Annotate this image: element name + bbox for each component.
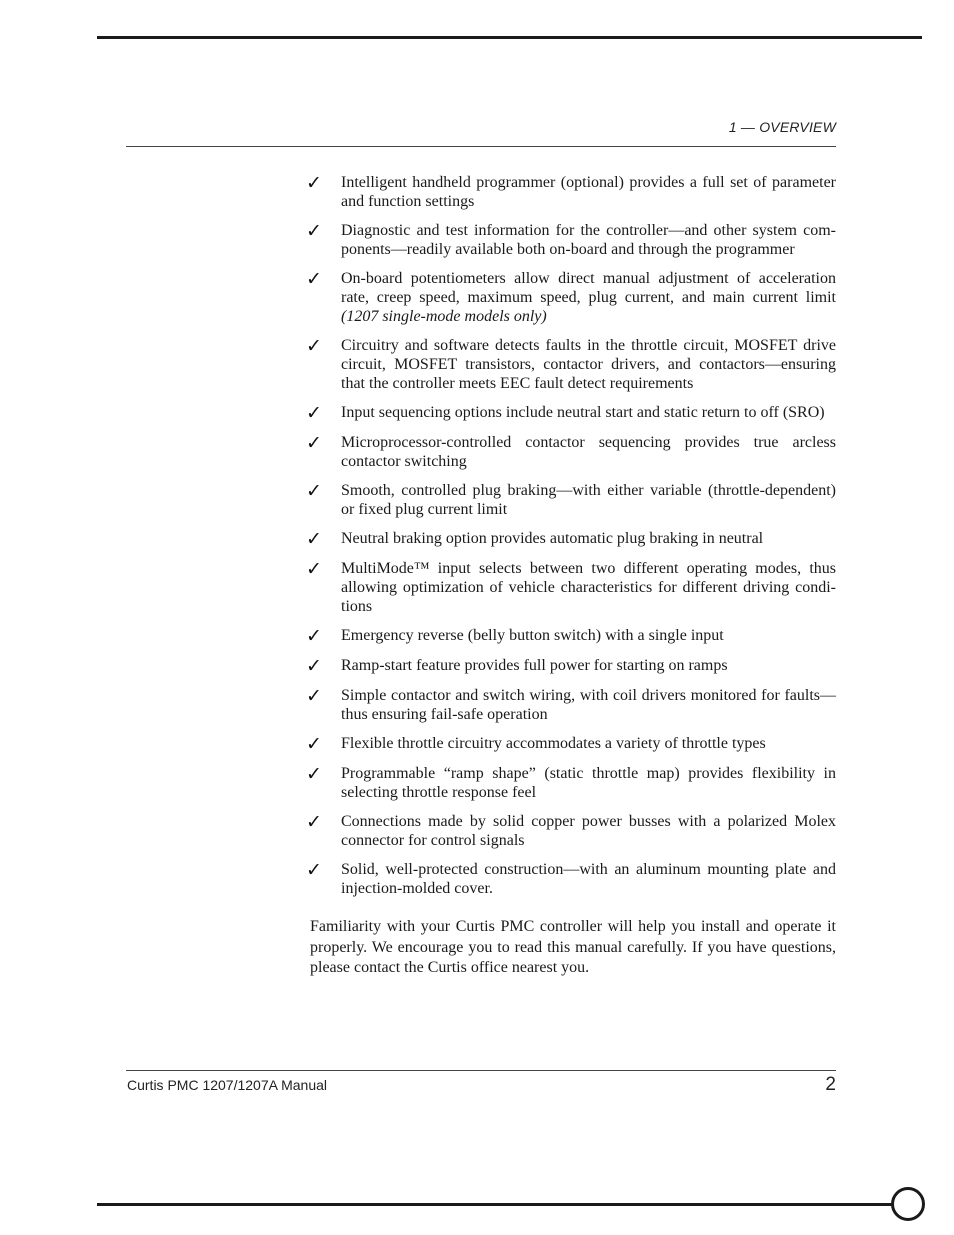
check-mark-icon: ✓ <box>306 733 322 755</box>
feature-text-main: Programmable “ramp shape” (static throttle map) provides flexibility in selecting throttle response feel <box>341 765 836 801</box>
feature-text <box>341 173 836 211</box>
feature-text <box>341 221 836 259</box>
feature-item <box>306 686 836 724</box>
feature-text-main: Circuitry and software detects faults in the throttle circuit, MOSFET drive circuit, MOSFET transistors, contactor drivers, and contactors—ensuring that the controller meets EEC fault detect requirements <box>341 337 836 392</box>
top-border-rule <box>97 36 922 39</box>
footer-divider <box>126 1070 836 1071</box>
feature-item <box>306 269 836 326</box>
feature-text-main: Simple contactor and switch wiring, with coil drivers monitored for faults—thus ensuring fail-safe operation <box>341 687 836 723</box>
feature-text <box>341 269 836 326</box>
feature-item <box>306 656 836 676</box>
feature-text <box>341 403 836 422</box>
feature-item <box>306 481 836 519</box>
feature-item <box>306 860 836 898</box>
feature-text <box>341 626 836 645</box>
header-divider <box>126 146 836 147</box>
bottom-border-rule <box>97 1203 893 1206</box>
feature-item <box>306 403 836 423</box>
check-mark-icon: ✓ <box>306 685 322 707</box>
feature-item <box>306 734 836 754</box>
footer-manual-title: Curtis PMC 1207/1207A Manual <box>127 1077 327 1093</box>
feature-text-main: Microprocessor-controlled contactor sequencing provides true arcless contactor switching <box>341 434 836 470</box>
feature-item <box>306 433 836 471</box>
section-header: 1 — OVERVIEW <box>728 119 836 135</box>
corner-circle-mark <box>891 1187 925 1221</box>
feature-text <box>341 559 836 616</box>
check-mark-icon: ✓ <box>306 655 322 677</box>
feature-list <box>306 173 836 908</box>
feature-item <box>306 529 836 549</box>
feature-item <box>306 173 836 211</box>
feature-text <box>341 481 836 519</box>
check-mark-icon: ✓ <box>306 859 322 881</box>
feature-text <box>341 764 836 802</box>
feature-text-main: MultiMode™ input selects between two different operating modes, thus allowing optimization of vehicle characteristics for different driving conditions <box>341 560 836 615</box>
check-mark-icon: ✓ <box>306 432 322 454</box>
feature-text <box>341 860 836 898</box>
check-mark-icon: ✓ <box>306 172 322 194</box>
page-number: 2 <box>825 1074 836 1095</box>
feature-text <box>341 529 836 548</box>
feature-item <box>306 336 836 393</box>
feature-text-main: Neutral braking option provides automatic plug braking in neutral <box>341 530 764 547</box>
feature-text-main: Flexible throttle circuitry accommodates a variety of throttle types <box>341 735 766 752</box>
feature-text <box>341 686 836 724</box>
closing-paragraph: Familiarity with your Curtis PMC controller will help you install and operate it properly. We encourage you to read this manual carefully. If you have questions, please contact the Curtis office nearest you. <box>310 918 836 976</box>
feature-text-main: Intelligent handheld programmer (optional) provides a full set of parameter and function settings <box>341 174 836 210</box>
feature-text-main: Solid, well-protected construction—with an aluminum mounting plate and injection-molded cover. <box>341 861 836 897</box>
feature-text-main: Input sequencing options include neutral start and static return to off (SRO) <box>341 404 825 421</box>
feature-text-main: Emergency reverse (belly button switch) with a single input <box>341 627 724 644</box>
feature-text <box>341 812 836 850</box>
feature-text-main: Ramp-start feature provides full power for starting on ramps <box>341 657 728 674</box>
feature-text-main: Connections made by solid copper power busses with a polarized Molex connector for control signals <box>341 813 836 849</box>
check-mark-icon: ✓ <box>306 625 322 647</box>
feature-item <box>306 812 836 850</box>
feature-text-main: On-board potentiometers allow direct manual adjustment of acceleration rate, creep speed, maximum speed, plug current, and main current limit <box>341 270 836 306</box>
check-mark-icon: ✓ <box>306 558 322 580</box>
check-mark-icon: ✓ <box>306 402 322 424</box>
feature-item <box>306 221 836 259</box>
check-mark-icon: ✓ <box>306 268 322 290</box>
feature-text <box>341 433 836 471</box>
check-mark-icon: ✓ <box>306 811 322 833</box>
check-mark-icon: ✓ <box>306 480 322 502</box>
feature-text-main: Diagnostic and test information for the controller—and other system components—readily available both on-board and through the programmer <box>341 222 836 258</box>
feature-item <box>306 559 836 616</box>
feature-text <box>341 336 836 393</box>
feature-text-main: Smooth, controlled plug braking—with either variable (throttle-dependent) or fixed plug current limit <box>341 482 836 518</box>
feature-item <box>306 626 836 646</box>
feature-text <box>341 734 836 753</box>
feature-text <box>341 656 836 675</box>
check-mark-icon: ✓ <box>306 528 322 550</box>
feature-item <box>306 764 836 802</box>
check-mark-icon: ✓ <box>306 335 322 357</box>
check-mark-icon: ✓ <box>306 763 322 785</box>
check-mark-icon: ✓ <box>306 220 322 242</box>
feature-note: (1207 single-mode models only) <box>341 308 547 325</box>
